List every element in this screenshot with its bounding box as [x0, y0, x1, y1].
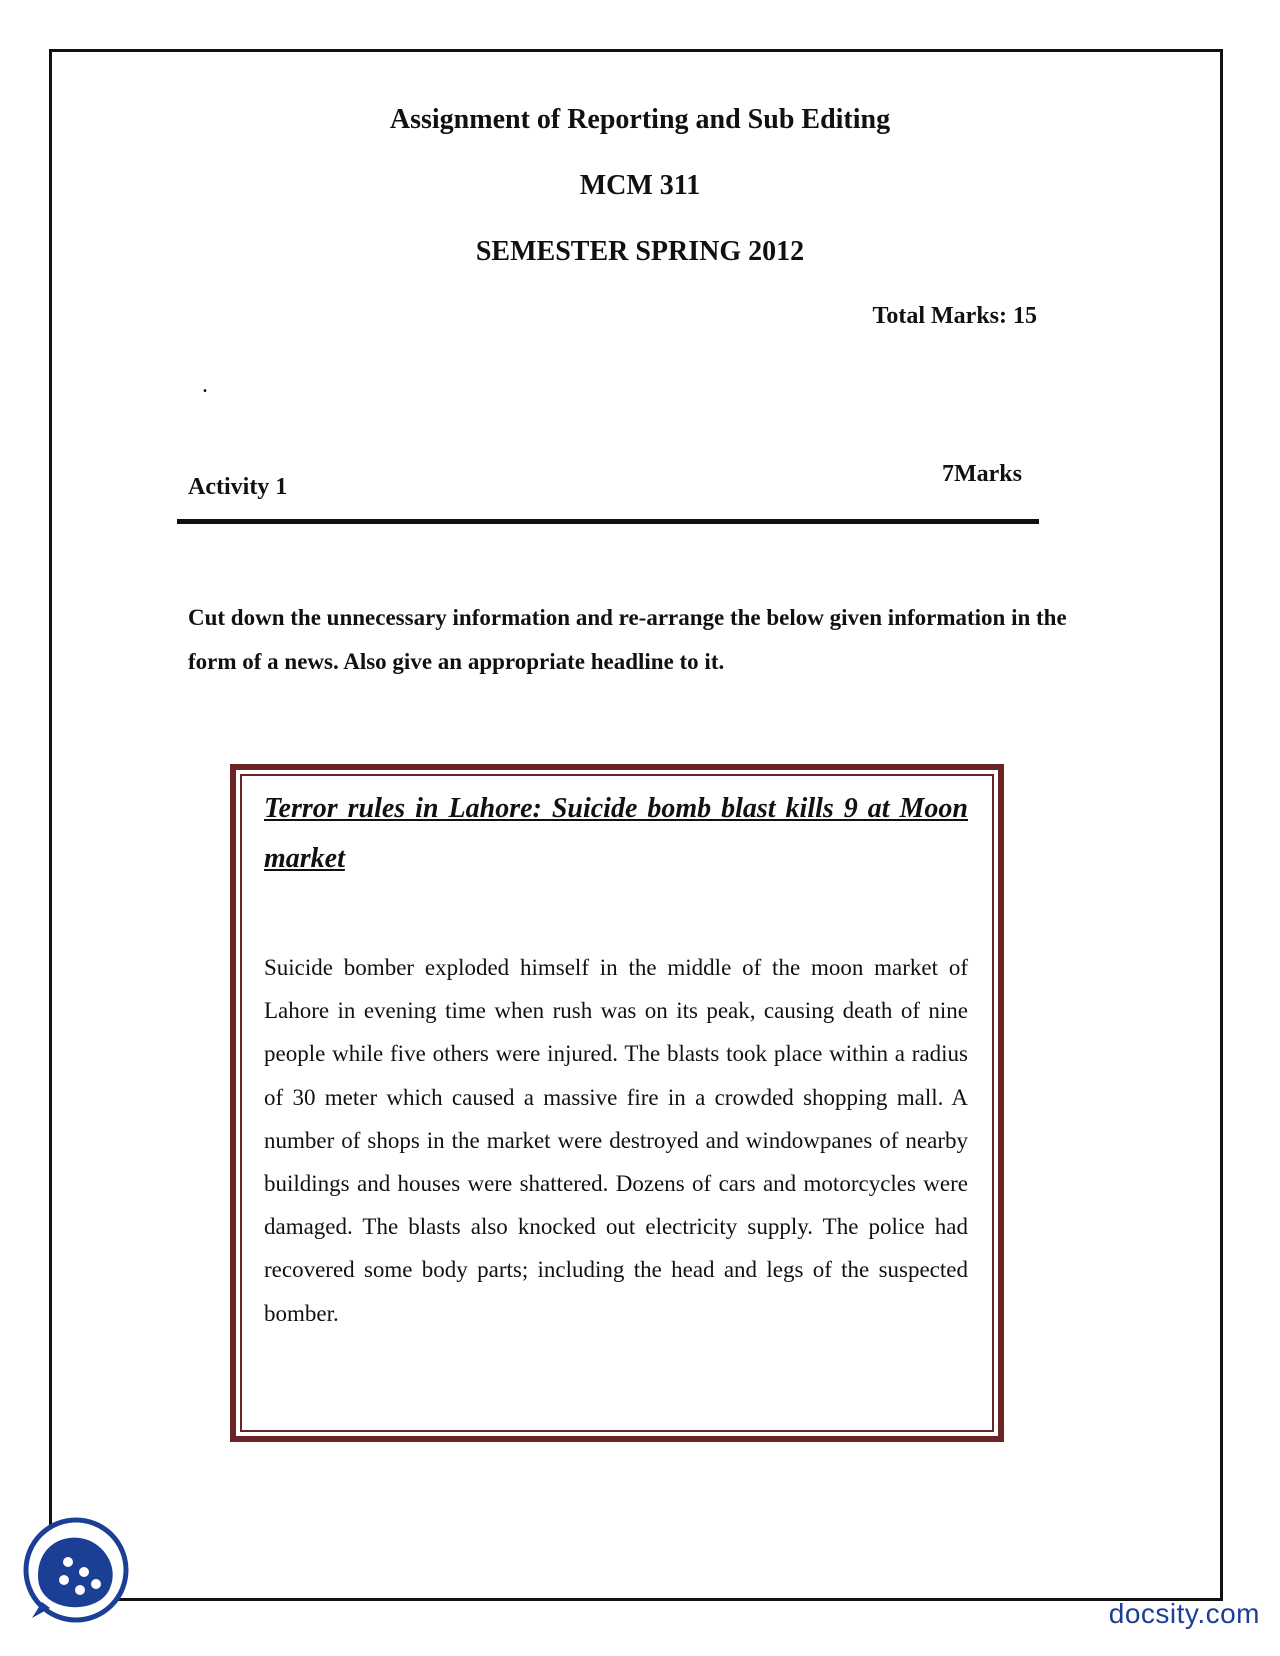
course-code: MCM 311 — [579, 170, 701, 201]
total-marks: Total Marks: 15 — [872, 303, 1037, 329]
semester-title: SEMESTER SPRING 2012 — [475, 236, 805, 267]
activity-marks: 7Marks — [942, 461, 1022, 487]
assignment-title: Assignment of Reporting and Sub Editing — [389, 104, 891, 135]
stray-dot: . — [202, 372, 208, 398]
story-headline: Terror rules in Lahore: Suicide bomb blast kills 9 at Moon market — [264, 793, 968, 874]
story-body: Suicide bomber exploded himself in the middle of the moon market of Lahore in evening time when rush was on its peak, causing death of nine people while five others were injured. The blasts took place within a radius of 30 meter which caused a massive fire in a crowded shopping mall. A number of shops in the market were destroyed and windowpanes of nearby buildings and houses were shattered. Dozens of cars and motorcycles were damaged. The blasts also knocked out electricity supply. The police had recovered some body parts; including the head and legs of the suspected bomber. — [264, 955, 968, 1326]
docsity-logo-icon — [20, 1514, 132, 1626]
activity-divider — [177, 519, 1039, 524]
instruction-text: Cut down the unnecessary information and re-arrange the below given information in the form of a news. Also give an appropriate headline to it. — [188, 605, 1067, 674]
story-content — [264, 784, 968, 1335]
docsity-watermark[interactable]: docsity.com — [1108, 1598, 1260, 1629]
activity-label: Activity 1 — [188, 474, 288, 500]
